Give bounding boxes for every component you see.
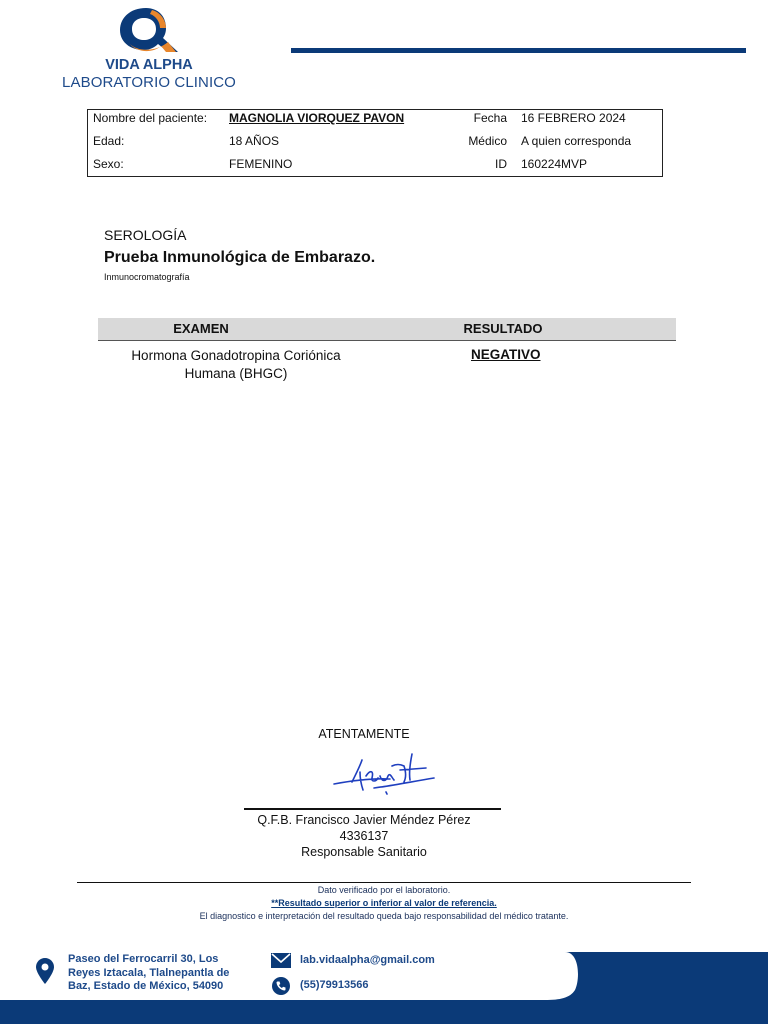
header-divider	[291, 48, 746, 53]
result-exam-line2: Humana (BHGC)	[184, 366, 288, 381]
note-verified: Dato verificado por el laboratorio.	[317, 885, 451, 895]
doctor-label: Médico	[468, 134, 507, 148]
mail-icon	[271, 953, 291, 968]
location-pin-icon	[36, 958, 54, 984]
date-value: 16 FEBRERO 2024	[521, 111, 626, 125]
age-label: Edad:	[93, 134, 125, 148]
note-reference: **Resultado superior o inferior al valor de referencia.	[271, 898, 497, 908]
closing-text: ATENTAMENTE	[318, 727, 410, 741]
footer-divider	[77, 882, 691, 883]
result-value: NEGATIVO	[471, 347, 541, 362]
date-label: Fecha	[473, 111, 507, 125]
patient-name: MAGNOLIA VIORQUEZ PAVON	[229, 111, 405, 125]
address-line3: Baz, Estado de México, 54090	[68, 980, 224, 992]
result-exam-name	[98, 347, 374, 383]
signer-license: 4336137	[339, 829, 389, 843]
phone-icon	[272, 977, 290, 995]
signer-name: Q.F.B. Francisco Javier Méndez Pérez	[257, 813, 471, 827]
result-exam-line1: Hormona Gonadotropina Coriónica	[131, 348, 341, 363]
doctor-value: A quien corresponda	[521, 134, 632, 148]
patient-name-label: Nombre del paciente:	[93, 111, 208, 125]
address-line1: Paseo del Ferrocarril 30, Los	[68, 953, 219, 965]
signature-line	[244, 808, 501, 810]
handwritten-signature	[330, 748, 440, 800]
column-header-exam: EXAMEN	[173, 321, 229, 336]
sex-value: FEMENINO	[229, 157, 293, 171]
contact-address	[68, 953, 248, 994]
sex-label: Sexo:	[93, 157, 124, 171]
test-method: Inmunocromatografía	[104, 272, 190, 282]
section-title: SEROLOGÍA	[104, 227, 187, 243]
test-name: Prueba Inmunológica de Embarazo.	[104, 249, 376, 266]
age-value: 18 AÑOS	[229, 134, 280, 148]
contact-phone: (55)79913566	[300, 979, 369, 991]
results-table-header	[98, 318, 676, 341]
patient-info-box	[87, 109, 663, 177]
contact-email: lab.vidaalpha@gmail.com	[300, 954, 435, 966]
vida-alpha-logo	[116, 6, 180, 54]
address-line2: Reyes Iztacala, Tlalnepantla de	[68, 966, 230, 979]
brand-name: VIDA ALPHA	[105, 57, 193, 73]
id-value: 160224MVP	[521, 157, 588, 171]
note-diagnosis: El diagnostico e interpretación del resultado queda bajo responsabilidad del médico tratante.	[199, 911, 569, 921]
brand-subtitle: LABORATORIO CLINICO	[62, 74, 236, 91]
signer-role: Responsable Sanitario	[301, 845, 427, 859]
id-label: ID	[495, 157, 507, 171]
column-header-result: RESULTADO	[463, 321, 543, 336]
